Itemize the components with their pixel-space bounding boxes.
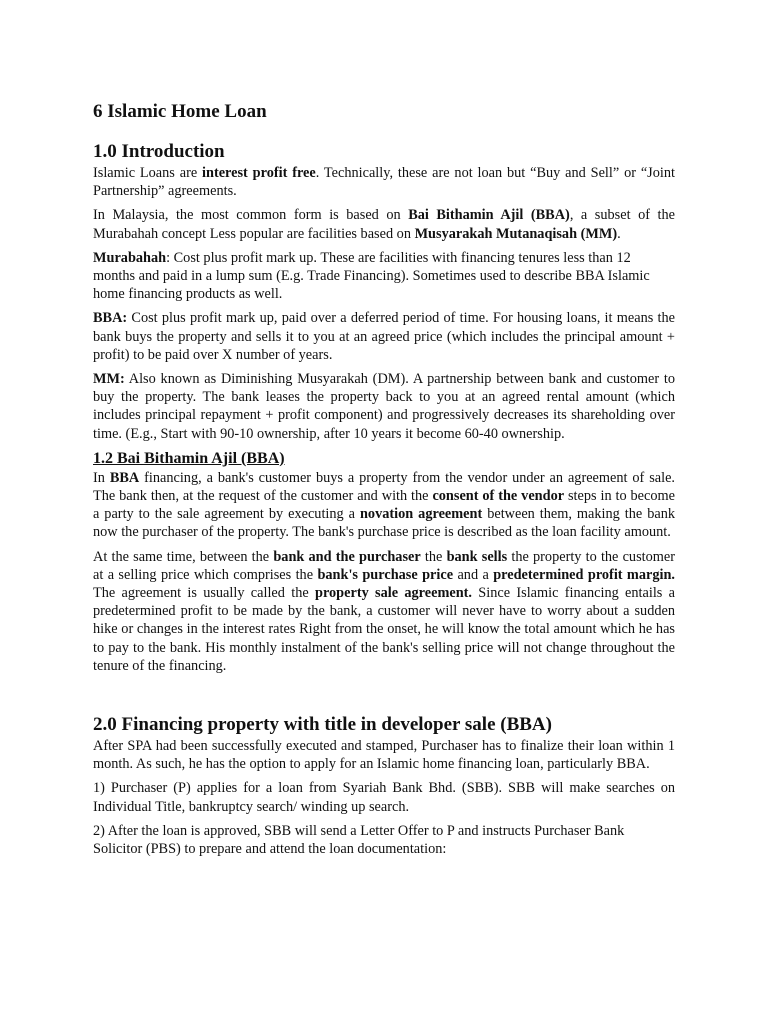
document-title: 6 Islamic Home Loan — [93, 101, 267, 122]
paragraph-after-spa: After SPA had been successfully executed and stamped, Purchaser has to finalize their loan within 1 month. As such, he has the option to apply for an Islamic home financing loan, particularly BBA. — [93, 738, 675, 773]
section-spacer — [93, 681, 675, 713]
paragraph-islamic-loans: Islamic Loans are interest profit free. Technically, these are not loan but “Buy and Sell” or “Joint Partnership” agreements. — [93, 165, 675, 200]
document-page — [93, 100, 675, 864]
paragraph-same-time: At the same time, between the bank and the purchaser the bank sells the property to the customer at a selling price which comprises the bank's purchase price and a predetermined profit margin. The agreement is usually called the property sale agreement. Since Islamic financing entails a predetermined profit to be made by the bank, a customer will never have to worry about a sudden hike or changes in the interest rates Right from the onset, he will know the total amount which he has to pay to the bank. His monthly instalment of the bank's selling price will not change throughout the tenure of the financing. — [93, 548, 676, 674]
section-heading-bba: 1.2 Bai Bithamin Ajil (BBA) — [93, 449, 285, 467]
paragraph-mm: MM: Also known as Diminishing Musyarakah (DM). A partnership between bank and customer to buy the property. The bank leases the property back to you at an agreed rental amount (which includes principal repayment + profit component) and progressively decreases its shareholding over time. (E.g., Start with 90-10 ownership, after 10 years it become 60-40 ownership. — [93, 371, 675, 442]
paragraph-step-2: 2) After the loan is approved, SBB will send a Letter Offer to P and instructs Purchaser Bank Solicitor (PBS) to prepare and attend the loan documentation: — [93, 822, 625, 858]
section-heading-introduction: 1.0 Introduction — [93, 141, 225, 162]
section-heading-financing-property: 2.0 Financing property with title in developer sale (BBA) — [93, 714, 552, 736]
paragraph-murabahah: Murabahah: Cost plus profit mark up. These are facilities with financing tenures less than 12 months and paid in a lump sum (E.g. Trade Financing). Sometimes used to describe BBA Islamic home financing products as well. — [93, 249, 650, 303]
paragraph-bba: BBA: Cost plus profit mark up, paid over a deferred period of time. For housing loans, it means the bank buys the property and sells it to you at an agreed price (which includes the principal amount + profit) to be paid over X number of years. — [93, 310, 675, 363]
paragraph-step-1: 1) Purchaser (P) applies for a loan from Syariah Bank Bhd. (SBB). SBB will make searches on Individual Title, bankruptcy search/ winding up search. — [93, 780, 675, 815]
paragraph-bba-financing: In BBA financing, a bank's customer buys a property from the vendor under an agreement of sale. The bank then, at the request of the customer and with the consent of the vendor steps in to become a party to the sale agreement by executing a novation agreement between them, making the bank now the purchaser of the property. The bank's purchase price is described as the loan facility amount. — [93, 469, 675, 541]
paragraph-malaysia: In Malaysia, the most common form is based on Bai Bithamin Ajil (BBA), a subset of the Murabahah concept Less popular are facilities based on Musyarakah Mutanaqisah (MM). — [93, 207, 675, 242]
